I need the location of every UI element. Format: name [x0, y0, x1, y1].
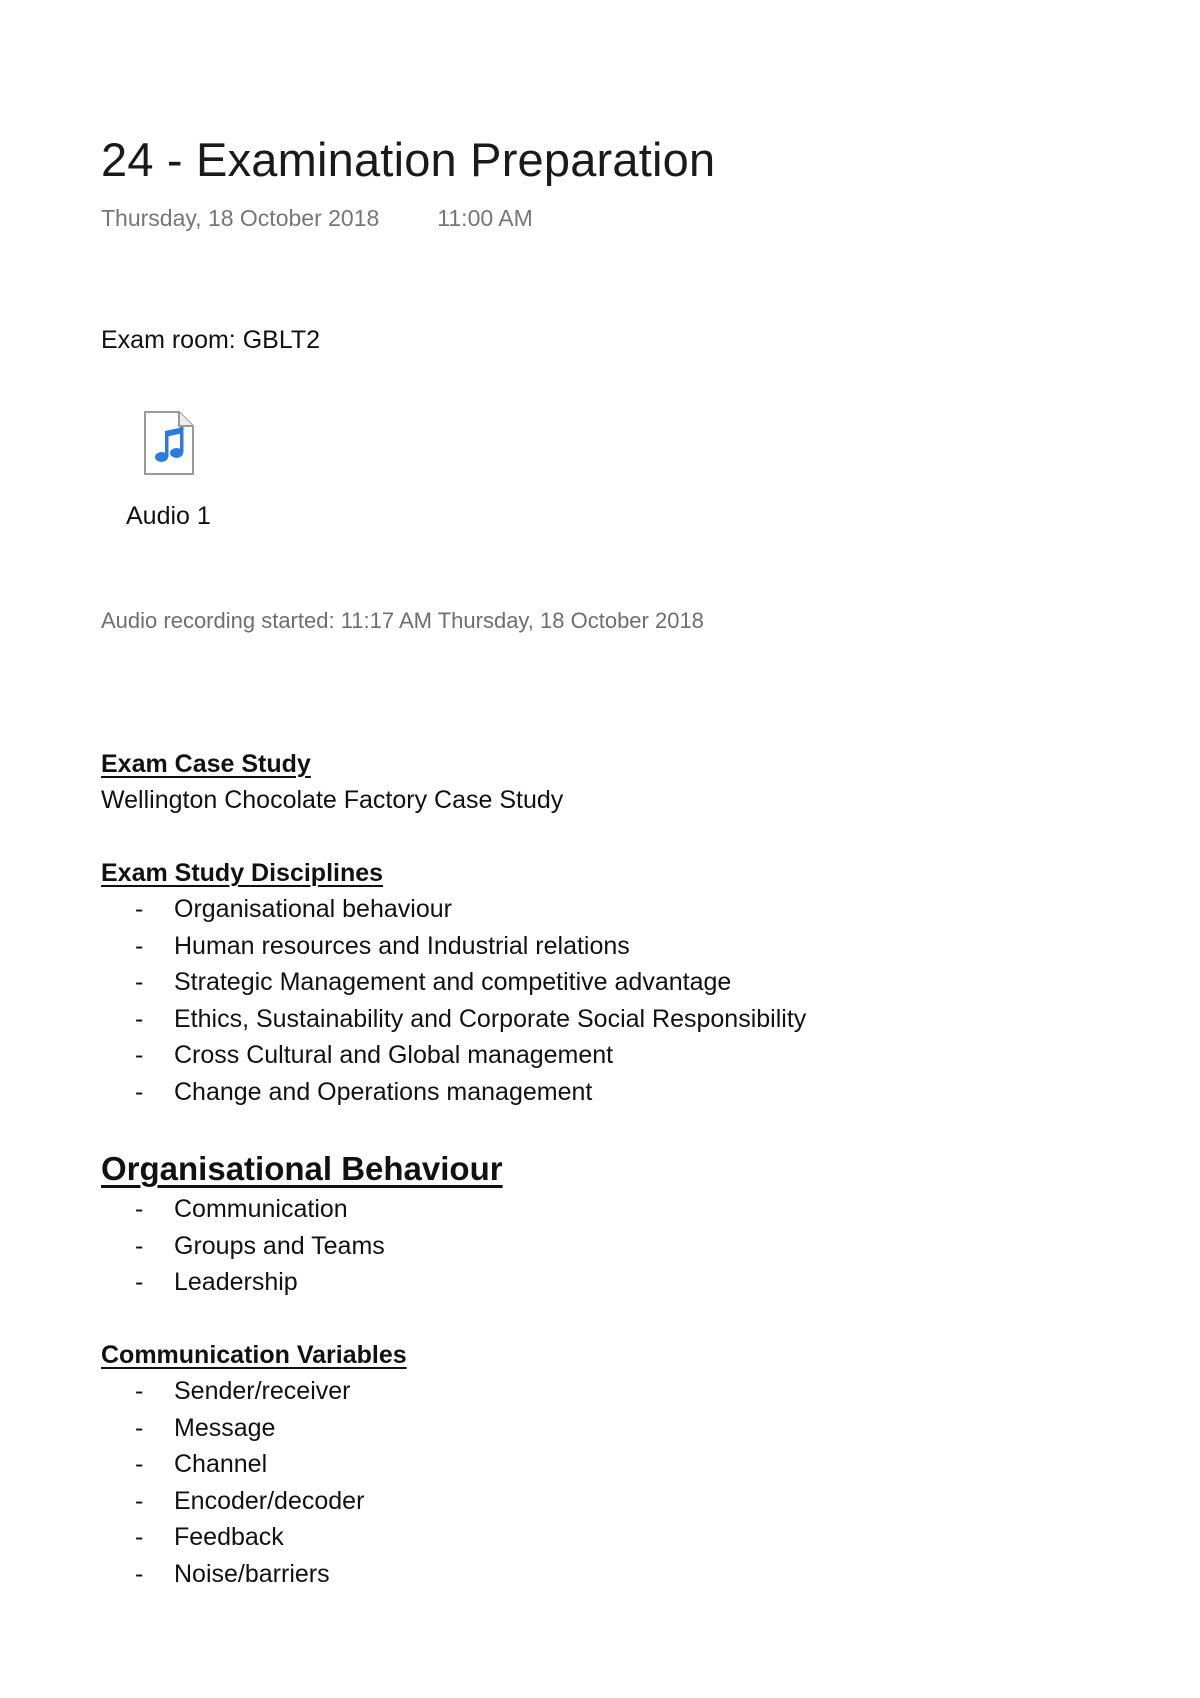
- note-date: Thursday, 18 October 2018: [101, 205, 380, 231]
- list-item: - Strategic Management and competitive advantage: [101, 964, 1101, 1001]
- case-study-section: [101, 746, 1101, 818]
- list-item: - Ethics, Sustainability and Corporate Social Responsibility: [101, 1001, 1101, 1038]
- comm-variables-heading: Communication Variables: [101, 1341, 407, 1369]
- list-item: - Communication: [101, 1191, 1101, 1228]
- dash-bullet: -: [135, 1231, 144, 1260]
- dash-bullet: -: [135, 1450, 144, 1478]
- case-study-text: Wellington Chocolate Factory Case Study: [101, 786, 564, 814]
- org-behaviour-heading: Organisational Behaviour: [101, 1150, 503, 1187]
- dash-bullet: -: [135, 1413, 144, 1442]
- org-behaviour-section: [101, 1147, 1101, 1301]
- dash-bullet: -: [135, 1195, 144, 1223]
- list-item: - Groups and Teams: [101, 1228, 1101, 1265]
- list-item: - Message: [101, 1410, 1101, 1447]
- dash-bullet: -: [135, 1004, 144, 1033]
- list-item: - Leadership: [101, 1264, 1101, 1301]
- recording-note: Audio recording started: 11:17 AM Thursday, 18 October 2018: [101, 608, 704, 633]
- comm-variables-section: [101, 1337, 1101, 1592]
- list-item: - Channel: [101, 1446, 1101, 1483]
- comm-variables-list: [101, 1373, 1101, 1592]
- dash-bullet: -: [135, 968, 144, 996]
- list-item: - Feedback: [101, 1519, 1101, 1556]
- note-time: 11:00 AM: [437, 205, 533, 231]
- list-item: - Human resources and Industrial relations: [101, 928, 1101, 965]
- dash-bullet: -: [135, 895, 144, 923]
- org-behaviour-list: [101, 1191, 1101, 1301]
- list-item: - Cross Cultural and Global management: [101, 1037, 1101, 1074]
- dash-bullet: -: [135, 1486, 144, 1515]
- dash-bullet: -: [135, 1559, 144, 1588]
- list-item: - Sender/receiver: [101, 1373, 1101, 1410]
- list-item: - Organisational behaviour: [101, 891, 1101, 928]
- list-item: - Change and Operations management: [101, 1074, 1101, 1111]
- dash-bullet: -: [135, 1041, 144, 1069]
- dash-bullet: -: [135, 931, 144, 960]
- dash-bullet: -: [135, 1268, 144, 1296]
- dash-bullet: -: [135, 1523, 144, 1551]
- case-study-heading: Exam Case Study: [101, 750, 311, 778]
- dash-bullet: -: [135, 1077, 144, 1106]
- audio-file-icon[interactable]: [143, 410, 195, 476]
- page-title: 24 - Examination Preparation: [101, 133, 716, 186]
- disciplines-heading: Exam Study Disciplines: [101, 859, 384, 887]
- note-meta: [101, 205, 533, 232]
- disciplines-section: [101, 855, 1101, 1110]
- list-item: - Noise/barriers: [101, 1556, 1101, 1593]
- list-item: - Encoder/decoder: [101, 1483, 1101, 1520]
- exam-room-text: Exam room: GBLT2: [101, 326, 321, 354]
- disciplines-list: [101, 891, 1101, 1110]
- dash-bullet: -: [135, 1377, 144, 1405]
- audio-attachment-label[interactable]: Audio 1: [126, 502, 211, 530]
